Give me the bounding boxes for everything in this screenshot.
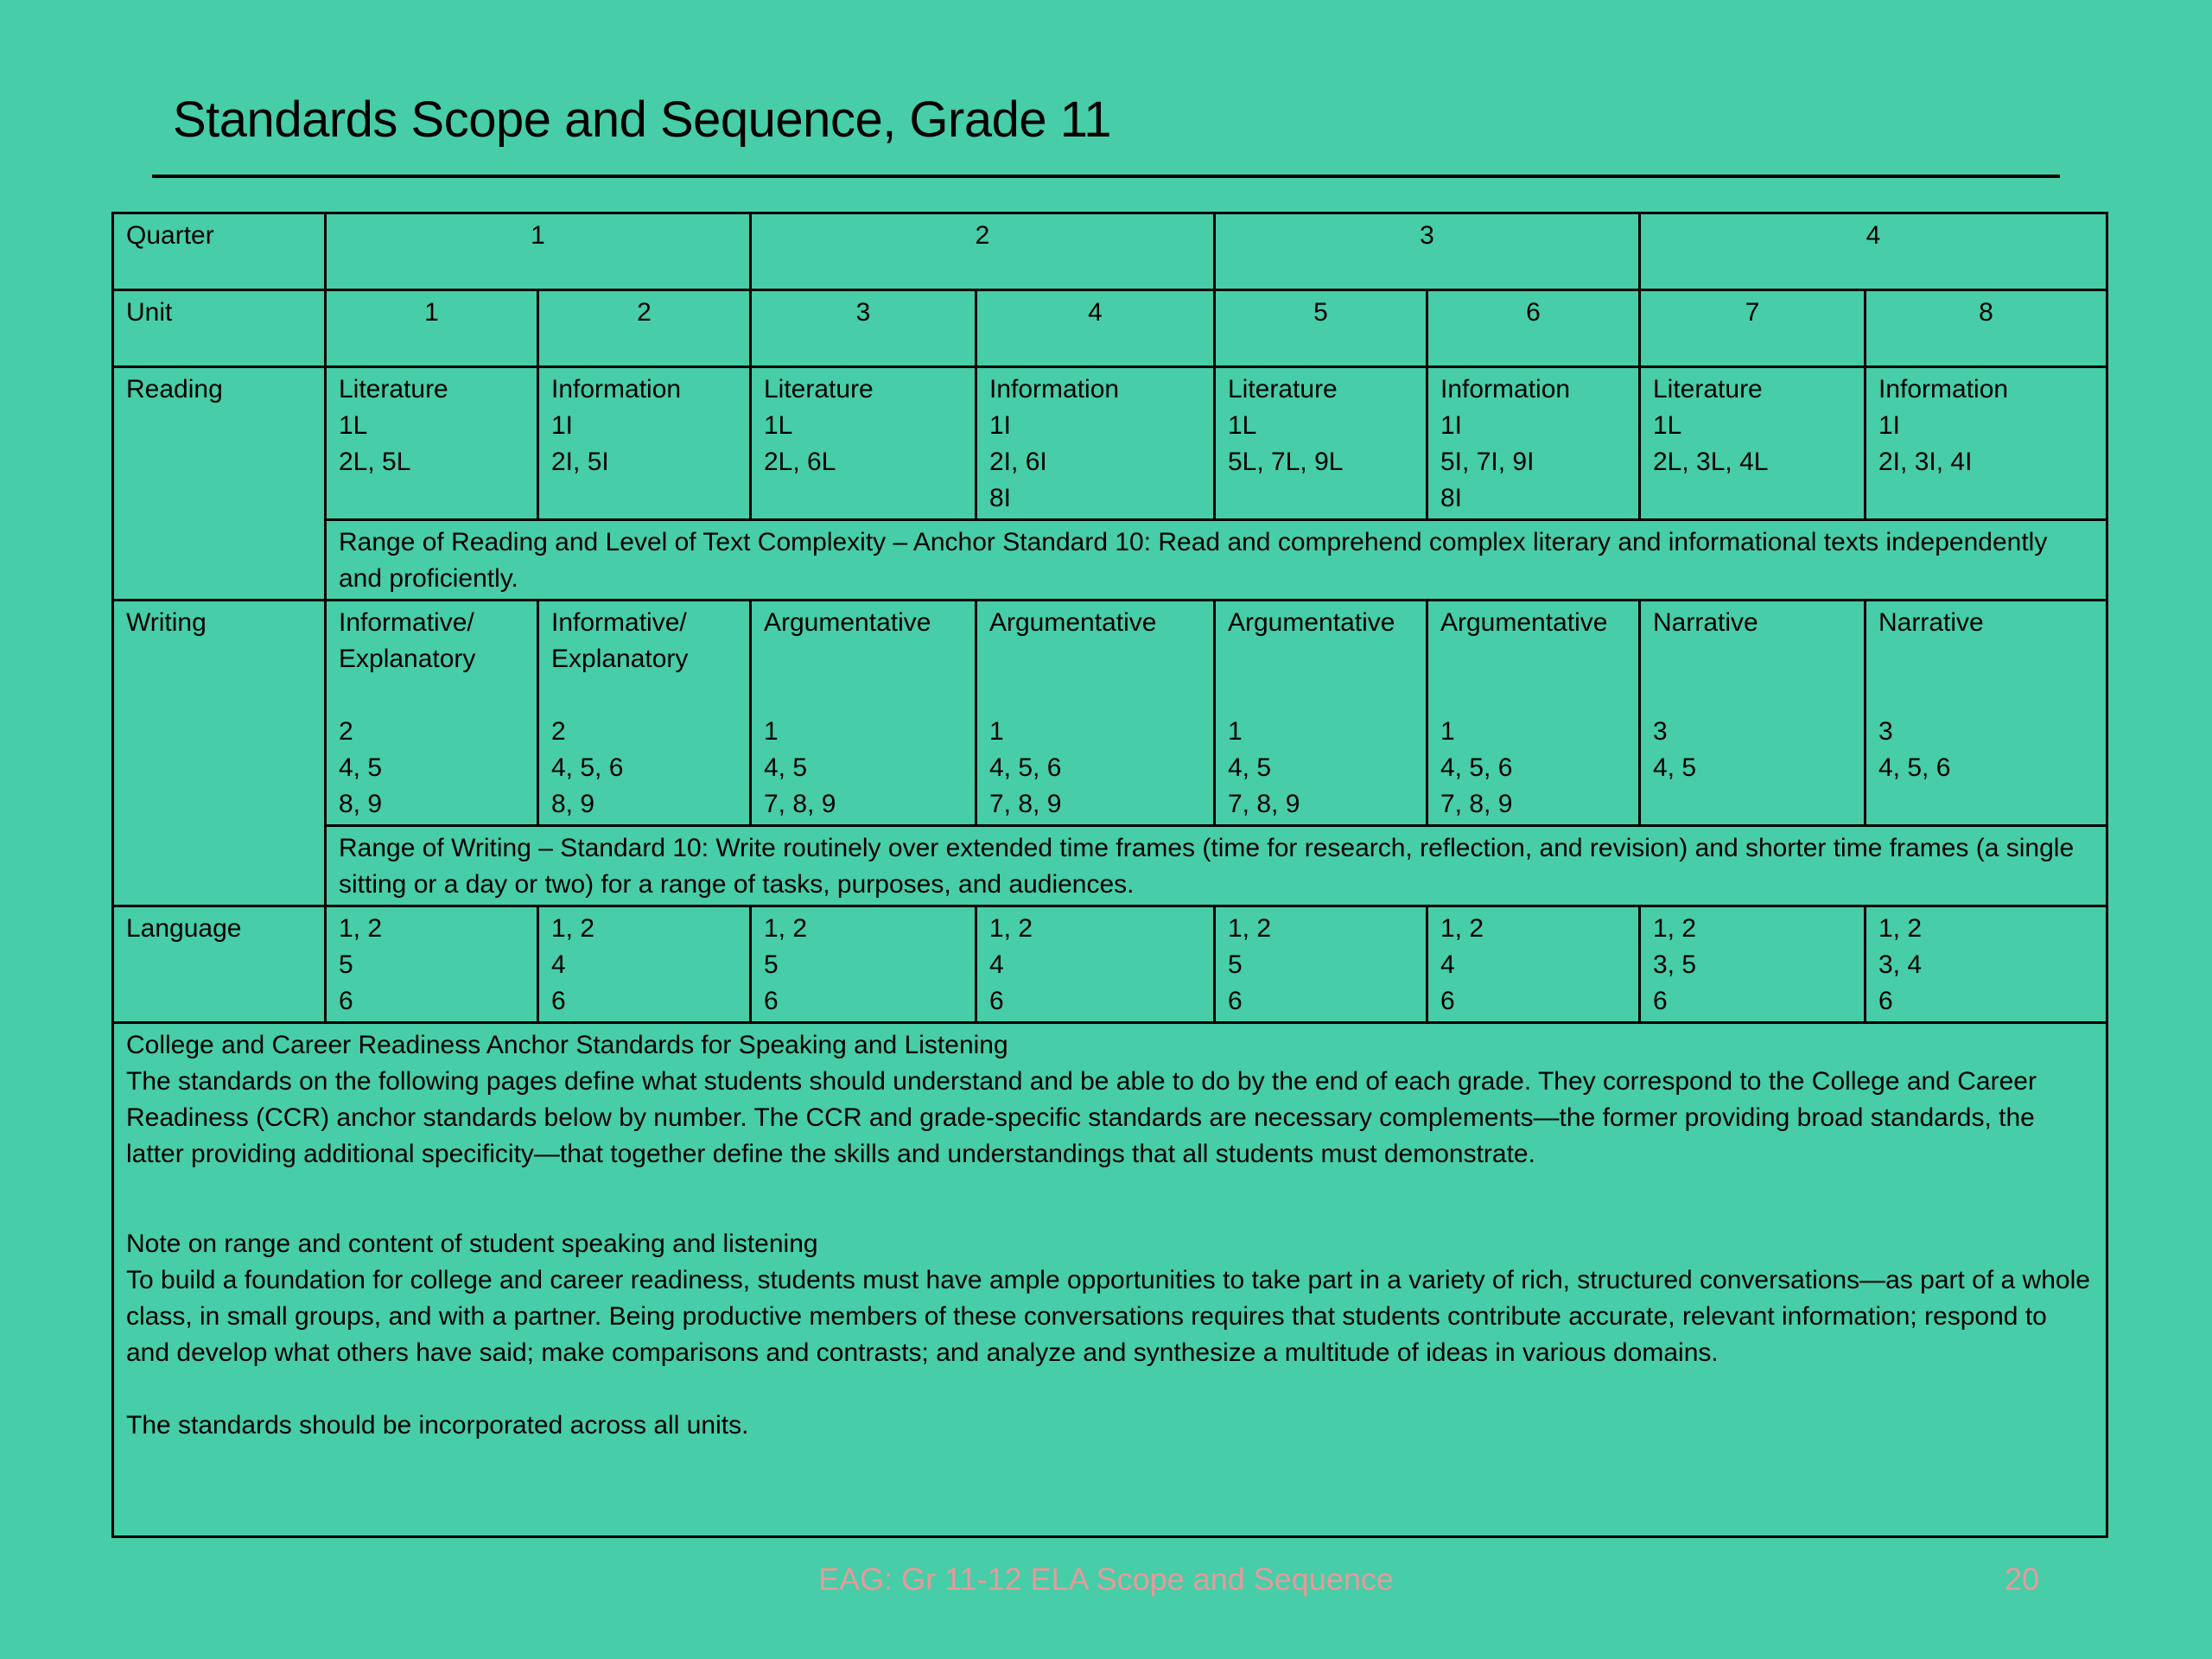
writing-standard: 4, 5	[1228, 753, 1272, 782]
language-standard: 3, 5	[1653, 950, 1697, 979]
unit-header-8: 8	[1866, 290, 2107, 367]
reading-text-type: Information	[551, 375, 682, 404]
reading-standard: 1I	[989, 411, 1012, 440]
reading-cell-unit-8	[1866, 367, 2107, 520]
writing-range-row	[113, 826, 2107, 906]
writing-label: Writing	[113, 601, 326, 906]
note-body: To build a foundation for college and career readiness, students must have ample opportunities to take part in a variety of rich, structured conversations—as part of a whole class, in small groups, and with a partner. Being productive members of these conversations requires that students contribute accurate, relevant information; respond to and develop what others have said; make comparisons and contrasts; and analyze and synthesize a multitude of ideas in various domains.	[126, 1266, 2090, 1367]
reading-cell-unit-1	[326, 367, 538, 520]
unit-row	[113, 290, 2107, 367]
language-standard: 1, 2	[551, 914, 595, 943]
writing-standard: 8, 9	[551, 790, 595, 818]
reading-cell-unit-6	[1427, 367, 1640, 520]
language-label: Language	[113, 906, 326, 1023]
reading-row	[113, 367, 2107, 520]
reading-standard: 2L, 6L	[764, 448, 836, 476]
language-standard: 3, 4	[1878, 950, 1923, 979]
language-standard: 6	[764, 987, 779, 1015]
reading-standard: 1I	[1878, 411, 1901, 440]
reading-cell-unit-4	[976, 367, 1215, 520]
reading-standard: 8I	[989, 484, 1012, 512]
writing-standard: 1	[1228, 717, 1243, 746]
quarter-header-3: 3	[1215, 213, 1640, 290]
reading-cell-unit-3	[751, 367, 976, 520]
reading-standard: 1L	[764, 411, 793, 440]
language-row	[113, 906, 2107, 1023]
ccr-body: The standards on the following pages define what students should understand and be able to do by the end of each grade. They correspond to the College and Career Readiness (CCR) anchor standards below by number. The CCR and grade-specific standards are necessary complements—the former providing broad standards, the latter providing additional specificity—that together define the skills and understandings that all students must demonstrate.	[126, 1067, 2037, 1168]
writing-type: Argumentative	[764, 608, 931, 637]
writing-standard: 1	[989, 717, 1004, 746]
quarter-header-1: 1	[326, 213, 751, 290]
language-standard: 6	[1878, 987, 1893, 1015]
reading-standard: 2I, 6I	[989, 448, 1047, 476]
writing-type: Informative/	[551, 608, 687, 637]
writing-type: Explanatory	[551, 645, 689, 673]
writing-standard: 2	[551, 717, 566, 746]
reading-standard: 2L, 3L, 4L	[1653, 448, 1769, 476]
reading-range-note: Range of Reading and Level of Text Complexity – Anchor Standard 10: Read and comprehend complex literary and informational texts independently and proficiently.	[326, 520, 2107, 601]
reading-standard: 2L, 5L	[339, 448, 411, 476]
writing-standard: 1	[764, 717, 779, 746]
language-standard: 6	[989, 987, 1004, 1015]
writing-type: Informative/	[339, 608, 474, 637]
language-cell-unit-1	[326, 906, 538, 1023]
writing-standard: 4, 5	[764, 753, 808, 782]
unit-header-2: 2	[538, 290, 751, 367]
language-standard: 1, 2	[339, 914, 383, 943]
writing-standard: 4, 5, 6	[551, 753, 624, 782]
language-cell-unit-2	[538, 906, 751, 1023]
writing-type: Narrative	[1878, 608, 1984, 637]
writing-type: Argumentative	[989, 608, 1157, 637]
writing-row	[113, 601, 2107, 826]
unit-label: Unit	[113, 290, 326, 367]
language-standard: 1, 2	[989, 914, 1033, 943]
writing-cell-unit-4	[976, 601, 1215, 826]
writing-standard: 7, 8, 9	[764, 790, 836, 818]
reading-cell-unit-7	[1640, 367, 1866, 520]
reading-label: Reading	[113, 367, 326, 601]
quarter-label: Quarter	[113, 213, 326, 290]
reading-standard: 1L	[1228, 411, 1257, 440]
language-standard: 5	[1228, 950, 1243, 979]
language-standard: 1, 2	[1440, 914, 1484, 943]
writing-standard: 4, 5	[339, 753, 383, 782]
reading-text-type: Literature	[1653, 375, 1763, 404]
writing-cell-unit-1	[326, 601, 538, 826]
reading-text-type: Literature	[1228, 375, 1338, 404]
language-standard: 4	[1440, 950, 1455, 979]
reading-text-type: Information	[1878, 375, 2009, 404]
language-standard: 6	[1653, 987, 1668, 1015]
reading-standard: 2I, 5I	[551, 448, 609, 476]
language-standard: 4	[989, 950, 1004, 979]
writing-cell-unit-6	[1427, 601, 1640, 826]
language-standard: 6	[339, 987, 353, 1015]
language-standard: 6	[1228, 987, 1243, 1015]
writing-type: Argumentative	[1440, 608, 1608, 637]
language-standard: 5	[339, 950, 353, 979]
writing-standard: 3	[1653, 717, 1668, 746]
writing-standard: 4, 5	[1653, 753, 1697, 782]
writing-cell-unit-7	[1640, 601, 1866, 826]
closing-note: The standards should be incorporated across all units.	[126, 1411, 749, 1440]
reading-standard: 5I, 7I, 9I	[1440, 448, 1535, 476]
writing-standard: 7, 8, 9	[1228, 790, 1300, 818]
language-standard: 1, 2	[1653, 914, 1697, 943]
reading-range-row	[113, 520, 2107, 601]
quarter-row	[113, 213, 2107, 290]
footer-text: EAG: Gr 11-12 ELA Scope and Sequence	[818, 1561, 1394, 1597]
writing-type: Explanatory	[339, 645, 476, 673]
reading-standard: 2I, 3I, 4I	[1878, 448, 1973, 476]
reading-text-type: Information	[989, 375, 1120, 404]
writing-standard: 8, 9	[339, 790, 383, 818]
page-number: 20	[2004, 1561, 2039, 1597]
language-standard: 6	[551, 987, 566, 1015]
writing-cell-unit-3	[751, 601, 976, 826]
reading-text-type: Information	[1440, 375, 1571, 404]
note-heading: Note on range and content of student speaking and listening	[126, 1230, 818, 1258]
title-divider	[152, 175, 2060, 178]
language-standard: 1, 2	[764, 914, 808, 943]
speaking-listening-row	[113, 1023, 2107, 1537]
writing-cell-unit-5	[1215, 601, 1427, 826]
unit-header-4: 4	[976, 290, 1215, 367]
speaking-listening-cell	[113, 1023, 2107, 1537]
reading-standard: 8I	[1440, 484, 1463, 512]
slide-title: Standards Scope and Sequence, Grade 11	[173, 92, 1111, 148]
language-cell-unit-3	[751, 906, 976, 1023]
writing-standard: 7, 8, 9	[1440, 790, 1513, 818]
writing-standard: 1	[1440, 717, 1455, 746]
unit-header-1: 1	[326, 290, 538, 367]
writing-standard: 7, 8, 9	[989, 790, 1062, 818]
writing-standard: 4, 5, 6	[989, 753, 1062, 782]
reading-standard: 1L	[339, 411, 368, 440]
unit-header-6: 6	[1427, 290, 1640, 367]
writing-standard: 2	[339, 717, 353, 746]
writing-standard: 4, 5, 6	[1878, 753, 1951, 782]
reading-standard: 1L	[1653, 411, 1682, 440]
reading-cell-unit-2	[538, 367, 751, 520]
reading-standard: 1I	[551, 411, 574, 440]
writing-cell-unit-2	[538, 601, 751, 826]
language-standard: 1, 2	[1228, 914, 1272, 943]
reading-standard: 1I	[1440, 411, 1463, 440]
language-cell-unit-5	[1215, 906, 1427, 1023]
scope-sequence-table	[111, 212, 2108, 1538]
language-standard: 6	[1440, 987, 1455, 1015]
unit-header-3: 3	[751, 290, 976, 367]
writing-range-note: Range of Writing – Standard 10: Write routinely over extended time frames (time for research, reflection, and revision) and shorter time frames (a single sitting or a day or two) for a range of tasks, purposes, and audiences.	[326, 826, 2107, 906]
quarter-header-4: 4	[1640, 213, 2107, 290]
reading-text-type: Literature	[339, 375, 448, 404]
language-cell-unit-6	[1427, 906, 1640, 1023]
language-cell-unit-8	[1866, 906, 2107, 1023]
language-cell-unit-4	[976, 906, 1215, 1023]
writing-standard: 4, 5, 6	[1440, 753, 1513, 782]
writing-cell-unit-8	[1866, 601, 2107, 826]
quarter-header-2: 2	[751, 213, 1215, 290]
writing-standard: 3	[1878, 717, 1893, 746]
language-standard: 5	[764, 950, 779, 979]
reading-cell-unit-5	[1215, 367, 1427, 520]
reading-standard: 5L, 7L, 9L	[1228, 448, 1344, 476]
language-standard: 4	[551, 950, 566, 979]
writing-type: Narrative	[1653, 608, 1758, 637]
ccr-heading: College and Career Readiness Anchor Standards for Speaking and Listening	[126, 1031, 1008, 1059]
unit-header-7: 7	[1640, 290, 1866, 367]
writing-type: Argumentative	[1228, 608, 1395, 637]
language-cell-unit-7	[1640, 906, 1866, 1023]
reading-text-type: Literature	[764, 375, 874, 404]
language-standard: 1, 2	[1878, 914, 1923, 943]
unit-header-5: 5	[1215, 290, 1427, 367]
